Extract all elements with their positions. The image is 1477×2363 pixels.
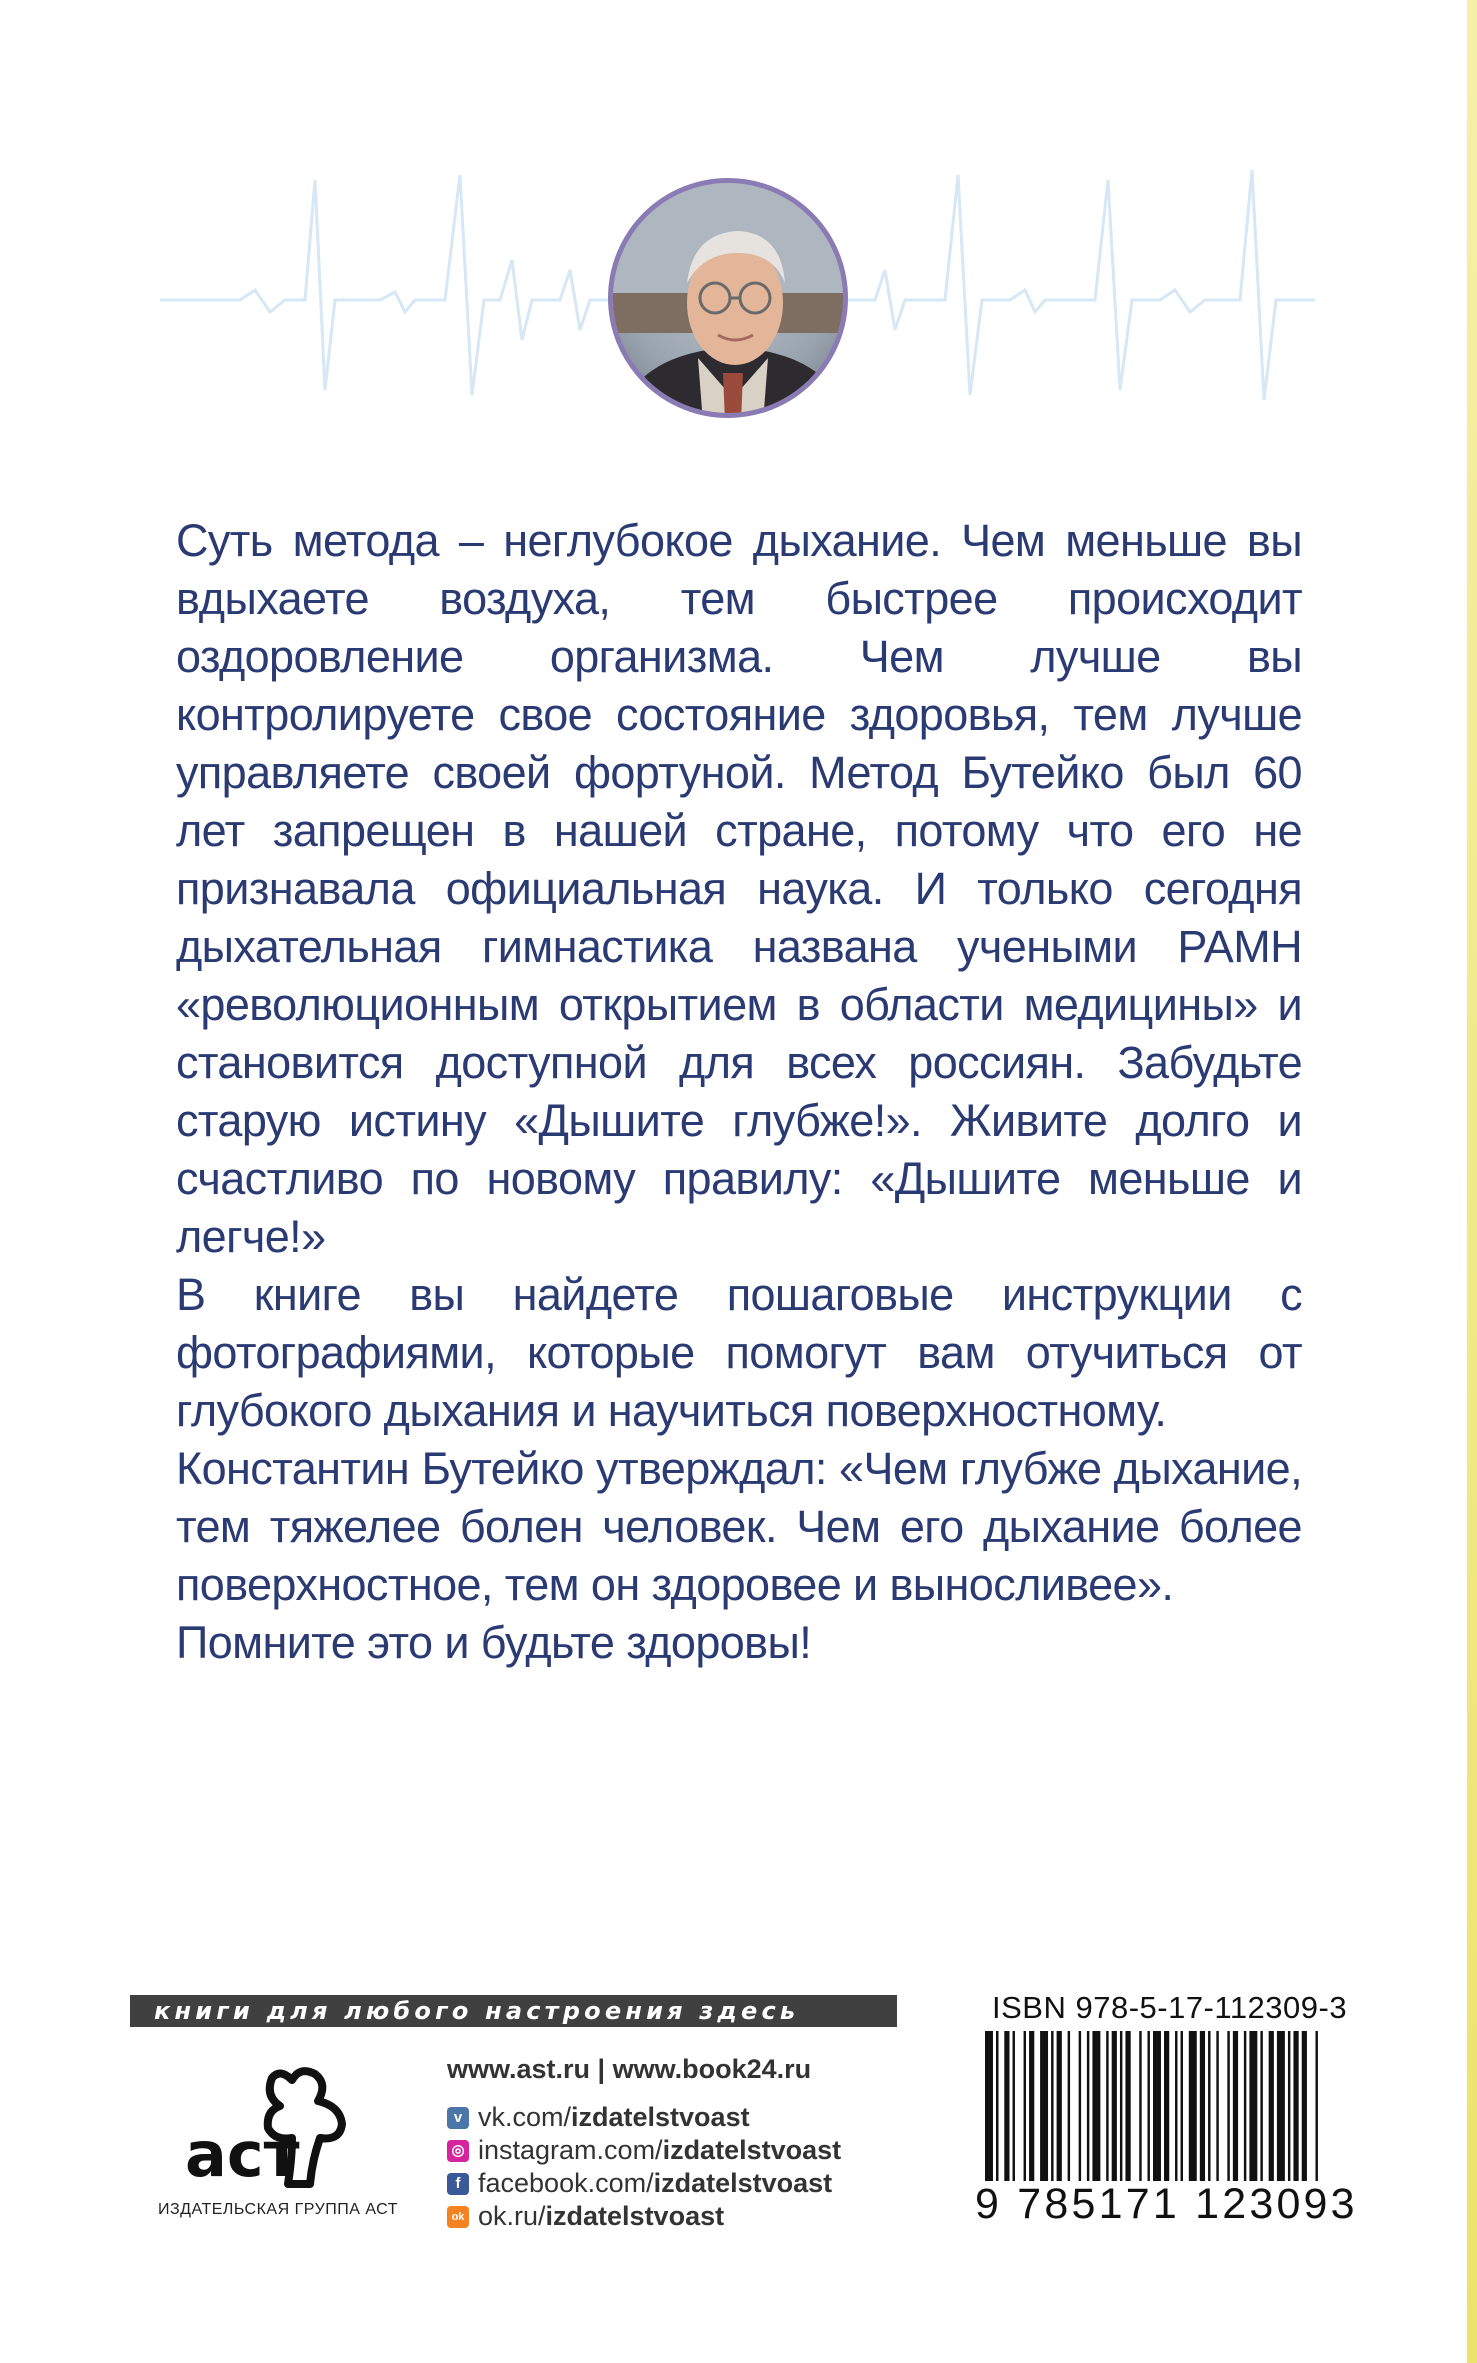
social-handle: izdatelstvoast bbox=[545, 2201, 725, 2231]
barcode-bar bbox=[1227, 2031, 1229, 2181]
social-link-instagram[interactable] bbox=[447, 2134, 841, 2167]
logo-caption: ИЗДАТЕЛЬСКАЯ ГРУППА АСТ bbox=[158, 2201, 398, 2218]
social-handle: izdatelstvoast bbox=[662, 2135, 842, 2165]
barcode-bar bbox=[1189, 2031, 1197, 2181]
social-handle: izdatelstvoast bbox=[653, 2168, 833, 2198]
blurb-paragraph-3: Константин Бутейко утверждал: «Чем глубже дыхание, тем тяжелее болен человек. Чем его дыхание более поверхностное, тем он здоровее и выносливее». bbox=[176, 1443, 1302, 1610]
social-prefix: vk.com/ bbox=[478, 2102, 572, 2132]
barcode-bar bbox=[1040, 2031, 1048, 2181]
barcode-bar bbox=[1057, 2031, 1062, 2181]
social-prefix: ok.ru/ bbox=[478, 2201, 546, 2231]
ast-logo bbox=[180, 2066, 380, 2196]
logo-wordmark: аст bbox=[185, 2118, 300, 2191]
author-portrait bbox=[608, 178, 848, 418]
barcode-bar bbox=[1051, 2031, 1053, 2181]
barcode-bar bbox=[1181, 2031, 1183, 2181]
barcode-bar bbox=[1029, 2031, 1034, 2181]
barcode-bar bbox=[1288, 2031, 1290, 2181]
barcode-bar bbox=[1139, 2031, 1141, 2181]
blurb-paragraph-1: Суть метода – неглубокое дыхание. Чем меньше вы вдыхаете воздуха, тем быстрее происходит оздоровление организма. Чем лучше вы контролируете свое состояние здоровья, тем лучше управляете своей фортуной. Метод Бутейко был 60 лет запрещен в нашей стране, потому что его не признавала официальная наука. И только сегодня дыхательная гимнастика названа учеными РАМН «революционным открытием в области медицины» и становится доступной для всех россиян. Забудьте старую истину «Дышите глубже!». Живите долго и счастливо по новому правилу: «Дышите меньше и легче!» bbox=[176, 515, 1302, 1262]
barcode-bar bbox=[1106, 2031, 1108, 2181]
barcode-bar bbox=[1013, 2031, 1015, 2181]
odnoklassniki-icon: ok bbox=[447, 2206, 469, 2228]
instagram-icon: ◎ bbox=[447, 2140, 469, 2162]
barcode-bar bbox=[1087, 2031, 1089, 2181]
barcode-bar bbox=[1079, 2031, 1081, 2181]
barcode-bar bbox=[1164, 2031, 1169, 2181]
barcode-bar bbox=[1315, 2031, 1317, 2181]
barcode-bar bbox=[1092, 2031, 1100, 2181]
barcode-bar bbox=[1125, 2031, 1130, 2181]
facebook-icon: f bbox=[447, 2173, 469, 2195]
barcode-bar bbox=[1147, 2031, 1149, 2181]
barcode-bar bbox=[1024, 2031, 1026, 2181]
isbn-number: ISBN 978-5-17-112309-3 bbox=[992, 1990, 1348, 2025]
barcode-bar bbox=[1249, 2031, 1257, 2181]
barcode-bar bbox=[1269, 2031, 1274, 2181]
barcode-bar bbox=[1277, 2031, 1285, 2181]
barcode-bar bbox=[1233, 2031, 1238, 2181]
social-handle: izdatelstvoast bbox=[571, 2102, 750, 2132]
barcode-bar bbox=[1302, 2031, 1307, 2181]
websites[interactable]: www.ast.ru | www.book24.ru bbox=[447, 2054, 812, 2084]
social-prefix: facebook.com/ bbox=[478, 2168, 654, 2198]
barcode-bar bbox=[1004, 2031, 1009, 2181]
social-prefix: instagram.com/ bbox=[478, 2135, 663, 2165]
barcode-bar bbox=[1175, 2031, 1177, 2181]
social-link-odnoklassniki[interactable] bbox=[447, 2200, 841, 2233]
back-cover-blurb bbox=[176, 512, 1302, 1672]
isbn-barcode bbox=[985, 2031, 1321, 2181]
barcode-bar bbox=[1260, 2031, 1262, 2181]
social-link-facebook[interactable] bbox=[447, 2167, 841, 2200]
barcode-bar bbox=[996, 2031, 998, 2181]
barcode-bar bbox=[1208, 2031, 1210, 2181]
social-link-vk[interactable] bbox=[447, 2101, 841, 2134]
barcode-bar bbox=[1216, 2031, 1218, 2181]
barcode-bar bbox=[1112, 2031, 1117, 2181]
blurb-paragraph-4: Помните это и будьте здоровы! bbox=[176, 1617, 812, 1668]
vk-icon: v bbox=[447, 2107, 469, 2129]
barcode-bar bbox=[1120, 2031, 1122, 2181]
barcode-digits: 9 785171 123093 bbox=[975, 2180, 1358, 2228]
blurb-paragraph-2: В книге вы найдете пошаговые инструкции с фотографиями, которые помогут вам отучиться от глубокого дыхания и научиться поверхностному. bbox=[176, 1269, 1302, 1436]
barcode-bar bbox=[1293, 2031, 1298, 2181]
social-links bbox=[447, 2101, 841, 2233]
barcode-bar bbox=[1200, 2031, 1205, 2181]
barcode-bar bbox=[1244, 2031, 1246, 2181]
publisher-tagline: книги для любого настроения здесь bbox=[130, 1995, 897, 2027]
barcode-bar bbox=[985, 2031, 993, 2181]
barcode-bar bbox=[1068, 2031, 1070, 2181]
barcode-bar bbox=[1153, 2031, 1161, 2181]
